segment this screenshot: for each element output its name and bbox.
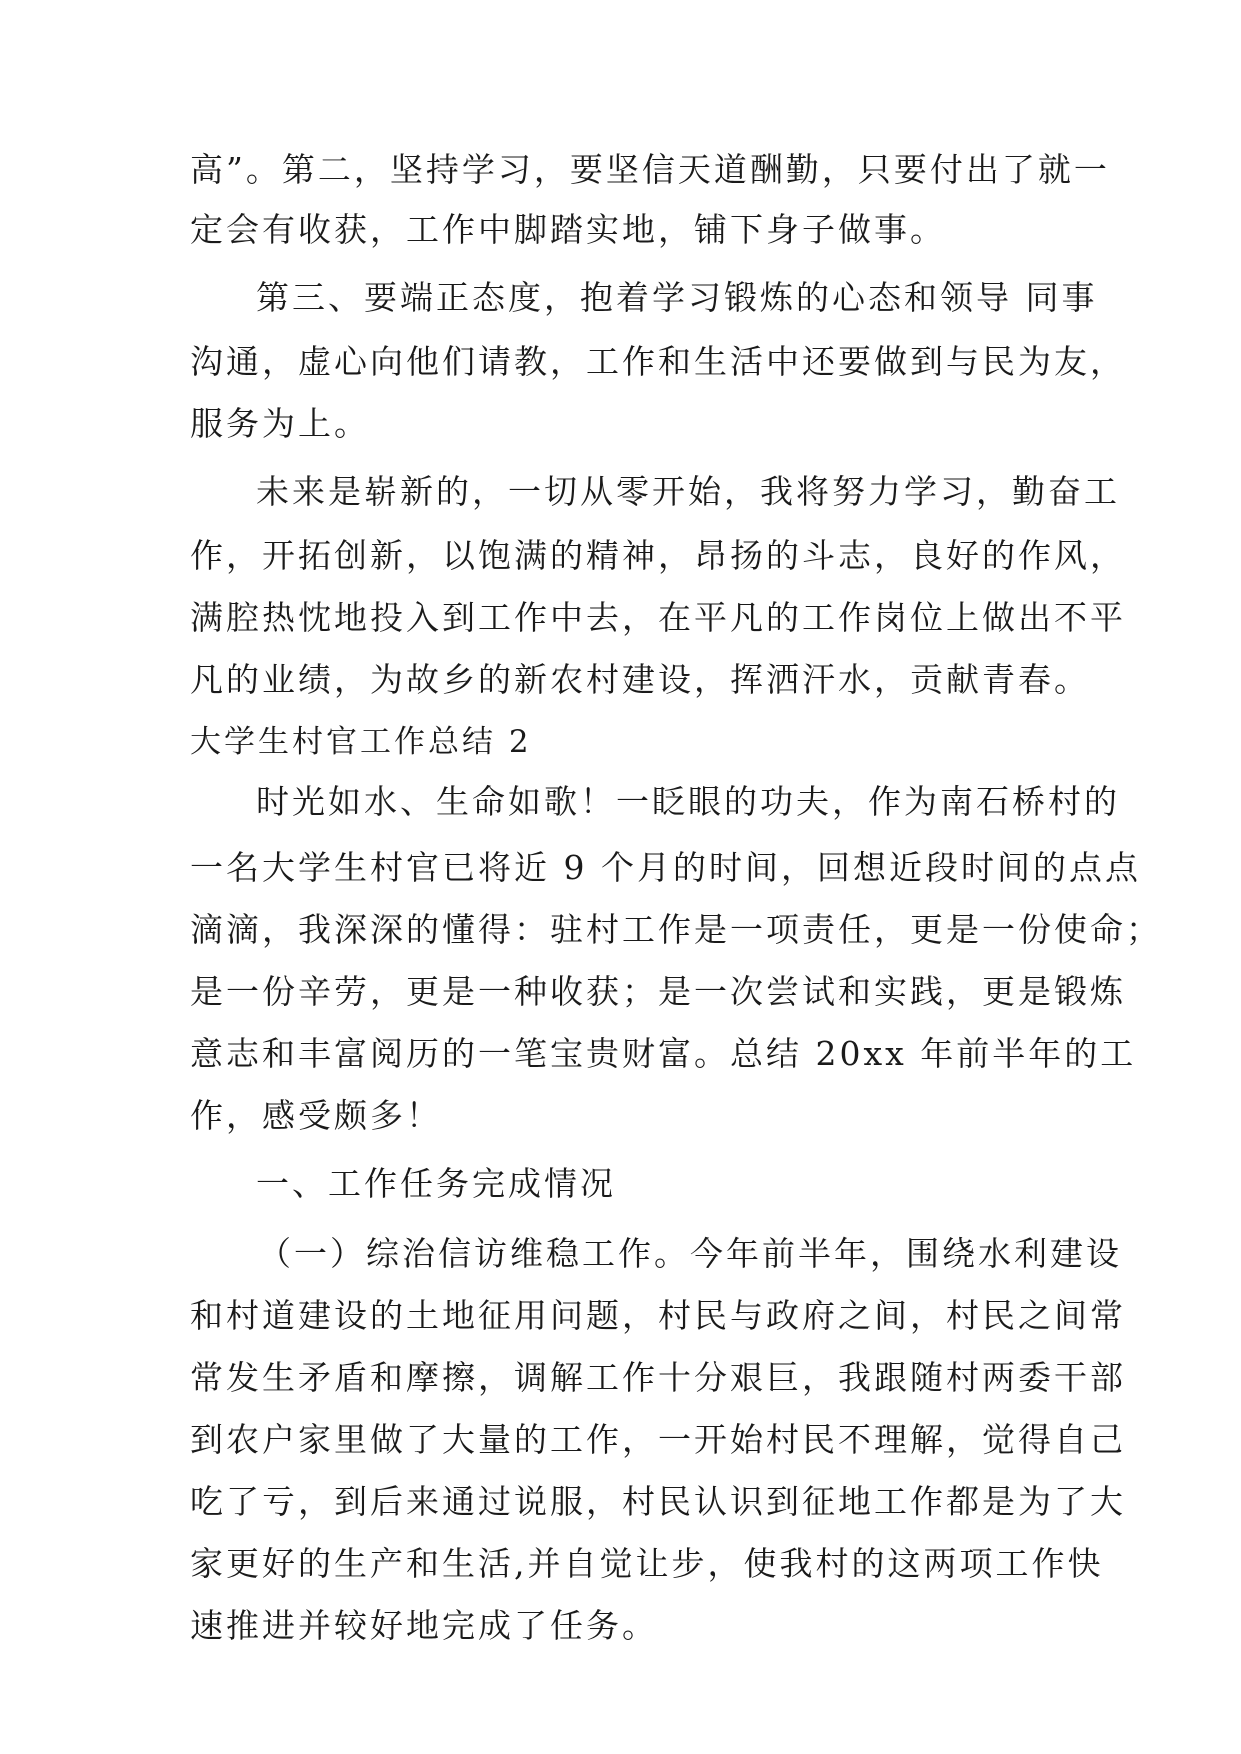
paragraph-line: 家更好的生产和生活,并自觉让步，使我村的这两项工作快 — [190, 1544, 1104, 1583]
subsection-heading: 一、工作任务完成情况 — [256, 1164, 616, 1203]
paragraph-line: （一）综治信访维稳工作。今年前半年，围绕水利建设 — [258, 1234, 1122, 1273]
paragraph-line: 第三、要端正态度，抱着学习锻炼的心态和领导 同事 — [256, 278, 1098, 317]
paragraph-line: 是一份辛劳，更是一种收获；是一次尝试和实践，更是锻炼 — [190, 972, 1126, 1011]
paragraph-line: 吃了亏，到后来通过说服，村民认识到征地工作都是为了大 — [190, 1482, 1126, 1521]
paragraph-line: 服务为上。 — [190, 404, 370, 443]
section-heading: 大学生村官工作总结 2 — [190, 724, 532, 760]
paragraph-line: 凡的业绩，为故乡的新农村建设，挥洒汗水，贡献青春。 — [190, 660, 1090, 699]
paragraph-line: 速推进并较好地完成了任务。 — [190, 1606, 658, 1645]
paragraph-line: 定会有收获，工作中脚踏实地，铺下身子做事。 — [190, 210, 946, 249]
paragraph-line: 常发生矛盾和摩擦，调解工作十分艰巨，我跟随村两委干部 — [190, 1358, 1126, 1397]
paragraph-line: 滴滴，我深深的懂得：驻村工作是一项责任，更是一份使命； — [190, 910, 1162, 949]
paragraph-line: 时光如水、生命如歌！一眨眼的功夫，作为南石桥村的 — [256, 782, 1120, 821]
paragraph-line: 沟通，虚心向他们请教，工作和生活中还要做到与民为友， — [190, 342, 1126, 381]
paragraph-line: 作，开拓创新，以饱满的精神，昂扬的斗志，良好的作风， — [190, 536, 1126, 575]
paragraph-line: 高”。第二，坚持学习，要坚信天道酬勤，只要付出了就一 — [190, 150, 1110, 189]
paragraph-line: 满腔热忱地投入到工作中去，在平凡的工作岗位上做出不平 — [190, 598, 1126, 637]
paragraph-line: 和村道建设的土地征用问题，村民与政府之间，村民之间常 — [190, 1296, 1126, 1335]
paragraph-line: 作，感受颇多！ — [190, 1096, 442, 1135]
paragraph-line: 未来是崭新的，一切从零开始，我将努力学习，勤奋工 — [256, 472, 1120, 511]
paragraph-line: 到农户家里做了大量的工作，一开始村民不理解，觉得自己 — [190, 1420, 1126, 1459]
paragraph-line: 一名大学生村官已将近 9 个月的时间，回想近段时间的点点 — [190, 848, 1141, 887]
paragraph-line: 意志和丰富阅历的一笔宝贵财富。总结 20xx 年前半年的工 — [190, 1034, 1137, 1073]
